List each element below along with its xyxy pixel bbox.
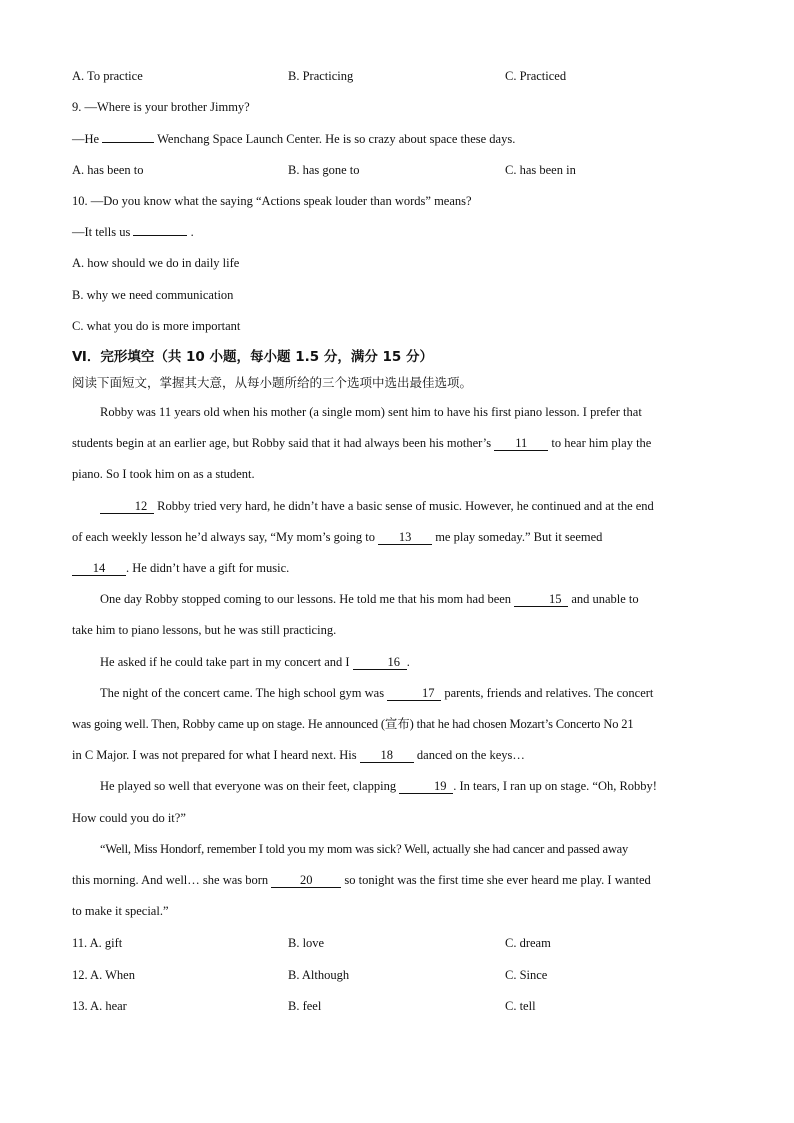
q8-option-b: B. Practicing	[288, 69, 354, 83]
blank-18: 18	[360, 748, 414, 763]
q10-answer-post: .	[190, 225, 194, 239]
q10-answer-pre: —It tells us	[72, 225, 131, 239]
passage-line	[72, 709, 718, 740]
passage-text: in C Major. I was not prepared for what I heard next. His	[72, 748, 357, 763]
passage-line	[72, 522, 718, 553]
q10-option-a: A. how should we do in daily life	[72, 256, 240, 270]
passage-line	[72, 771, 718, 802]
q10-question: 10. —Do you know what the saying “Actions speak louder than words” means?	[72, 194, 472, 208]
q13-option-a: 13. A. hear	[72, 999, 127, 1013]
passage-line	[72, 397, 718, 428]
blank-20: 20	[271, 873, 341, 888]
passage-line	[72, 491, 718, 522]
blank-13: 13	[378, 530, 432, 545]
q9-answer-pre: —He	[72, 132, 100, 146]
passage	[72, 397, 718, 927]
passage-text: He asked if he could take part in my concert and I	[100, 654, 350, 669]
passage-text: to hear him play the	[551, 436, 652, 451]
passage-line	[72, 834, 718, 865]
passage-text: parents, friends and relatives. The concert	[444, 685, 654, 700]
passage-text: students begin at an earlier age, but Robby said that it had always been his mother’s	[72, 436, 492, 451]
passage-text: danced on the keys…	[416, 748, 525, 763]
passage-line	[72, 459, 718, 490]
passage-line	[72, 740, 718, 771]
section-heading: Ⅵ．完形填空（共 10 小题，每小题 1.5 分，满分 15 分）	[72, 349, 434, 365]
passage-text: How could you do it?”	[72, 810, 186, 825]
passage-text: .	[406, 654, 410, 669]
passage-line	[72, 678, 718, 709]
q9-question: 9. —Where is your brother Jimmy?	[72, 100, 250, 114]
blank-15: 15	[514, 592, 568, 607]
q9-option-c: C. has been in	[505, 163, 576, 177]
q12-option-a: 12. A. When	[72, 968, 135, 982]
blank-19: 19	[399, 779, 453, 794]
passage-text: piano. So I took him on as a student.	[72, 467, 255, 482]
passage-text: take him to piano lessons, but he was still practicing.	[72, 623, 337, 638]
passage-line	[72, 615, 718, 646]
passage-text: . He didn’t have a gift for music.	[126, 561, 290, 576]
passage-line	[72, 865, 718, 896]
q13-option-c: C. tell	[505, 999, 536, 1013]
passage-text: Robby tried very hard, he didn’t have a basic sense of music. However, he continued and at the end	[157, 498, 654, 513]
passage-text: of each weekly lesson he’d always say, “My mom’s going to	[72, 529, 375, 544]
blank-11: 11	[494, 436, 548, 451]
q9-answer-post: Wenchang Space Launch Center. He is so crazy about space these days.	[157, 132, 516, 146]
passage-line	[72, 647, 718, 678]
passage-text: to make it special.”	[72, 904, 169, 919]
q12-option-c: C. Since	[505, 968, 548, 982]
passage-text: and unable to	[571, 592, 639, 607]
q8-option-a: A. To practice	[72, 69, 143, 83]
passage-line	[72, 896, 718, 927]
passage-text: The night of the concert came. The high school gym was	[100, 685, 385, 700]
blank-12: 12	[100, 499, 154, 514]
q9-option-a: A. has been to	[72, 163, 144, 177]
passage-line	[72, 584, 718, 615]
passage-text: “Well, Miss Hondorf, remember I told you my mom was sick? Well, actually she had cancer and passed away	[100, 841, 629, 856]
passage-line	[72, 553, 718, 584]
q9-answer-line	[72, 131, 515, 147]
section-instruction: 阅读下面短文，掌握其大意，从每小题所给的三个选项中选出最佳选项。	[72, 375, 473, 390]
passage-line	[72, 428, 718, 459]
q11-option-b: B. love	[288, 936, 325, 950]
blank-16: 16	[353, 655, 407, 670]
q10-answer-line	[72, 224, 194, 240]
passage-text: He played so well that everyone was on their feet, clapping	[100, 779, 397, 794]
q13-option-b: B. feel	[288, 999, 322, 1013]
q9-option-b: B. has gone to	[288, 163, 360, 177]
q8-option-c: C. Practiced	[505, 69, 567, 83]
passage-text: so tonight was the first time she ever heard me play. I wanted	[344, 873, 651, 888]
blank-17: 17	[387, 686, 441, 701]
passage-text: me play someday.” But it seemed	[435, 529, 603, 544]
q12-option-b: B. Although	[288, 968, 350, 982]
q11-option-a: 11. A. gift	[72, 936, 123, 950]
q10-blank	[133, 235, 187, 236]
passage-text: . In tears, I ran up on stage. “Oh, Robby!	[453, 779, 657, 794]
passage-line	[72, 803, 718, 834]
q9-blank	[102, 142, 154, 143]
passage-text: was going well. Then, Robby came up on stage. He announced (宣布) that he had chosen Mozart’s Concerto No 21	[72, 717, 634, 732]
passage-text: Robby was 11 years old when his mother (a single mom) sent him to have his first piano lesson. I prefer that	[100, 405, 642, 419]
blank-14: 14	[72, 561, 126, 576]
passage-text: this morning. And well… she was born	[72, 873, 269, 888]
q11-option-c: C. dream	[505, 936, 551, 950]
q10-option-b: B. why we need communication	[72, 288, 234, 302]
q10-option-c: C. what you do is more important	[72, 319, 241, 333]
passage-text: One day Robby stopped coming to our lessons. He told me that his mom had been	[100, 592, 512, 607]
